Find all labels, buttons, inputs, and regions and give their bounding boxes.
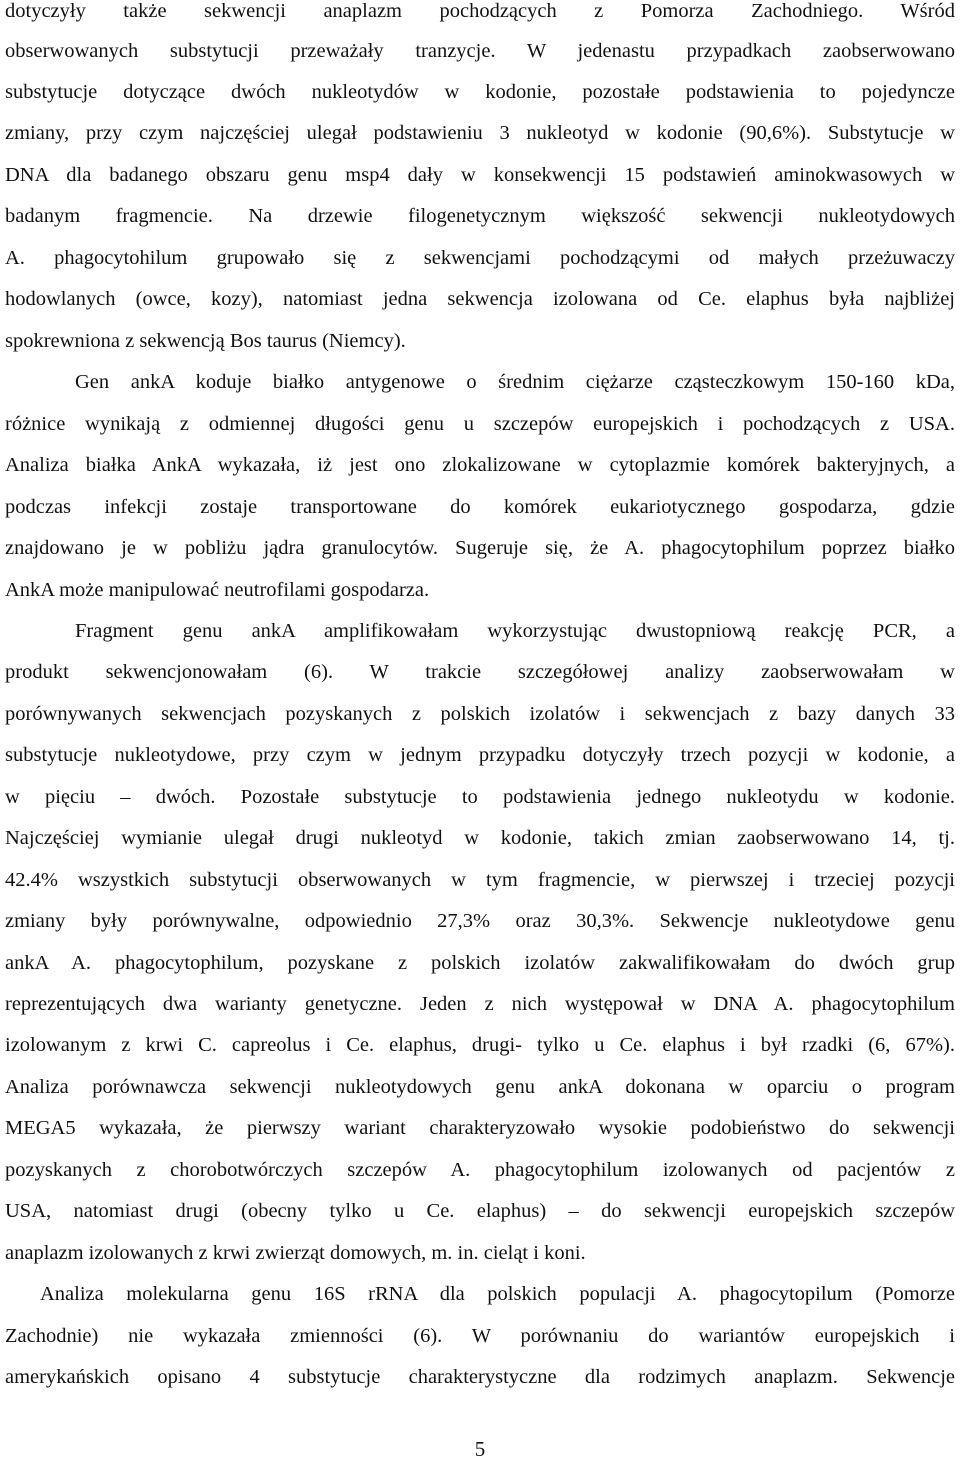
paragraph-first-line: Fragment genu ankA amplifikowałam wykorzystując dwustopniową reakcję PCR, a — [75, 620, 955, 642]
text-line: obserwowanych substytucji przeważały tranzycje. W jedenastu przypadkach zaobserwowano — [5, 40, 955, 62]
text-line: znajdowano je w pobliżu jądra granulocytów. Sugeruje się, że A. phagocytophilum poprzez białko — [5, 537, 955, 559]
text-line: badanym fragmencie. Na drzewie filogenetycznym większość sekwencji nukleotydowych — [5, 205, 955, 227]
text-line: USA, natomiast drugi (obecny tylko u Ce. elaphus) – do sekwencji europejskich szczepów — [5, 1200, 955, 1222]
text-line: AnkA może manipulować neutrofilami gospodarza. — [5, 579, 430, 601]
text-line: ankA A. phagocytophilum, pozyskane z polskich izolatów zakwalifikowałam do dwóch grup — [5, 952, 955, 974]
page-number: 5 — [474, 1437, 486, 1461]
text-line: dotyczyły także sekwencji anaplazm pochodzących z Pomorza Zachodniego. Wśród — [5, 0, 955, 22]
text-line: A. phagocytohilum grupowało się z sekwencjami pochodzącymi od małych przeżuwaczy — [5, 247, 955, 269]
text-line: Analiza białka AnkA wykazała, iż jest ono zlokalizowane w cytoplazmie komórek bakteryjnych, a — [5, 454, 955, 476]
text-line: spokrewniona z sekwencją Bos taurus (Niemcy). — [5, 330, 406, 352]
text-line: w pięciu – dwóch. Pozostałe substytucje to podstawienia jednego nukleotydu w kodonie. — [5, 786, 955, 808]
text-line: reprezentujących dwa warianty genetyczne. Jeden z nich występował w DNA A. phagocytophilum — [5, 993, 955, 1015]
text-line: substytucje nukleotydowe, przy czym w jednym przypadku dotyczyły trzech pozycji w kodonie, a — [5, 744, 955, 766]
text-line: podczas infekcji zostaje transportowane do komórek eukariotycznego gospodarza, gdzie — [5, 496, 955, 518]
text-line: MEGA5 wykazała, że pierwszy wariant charakteryzowało wysokie podobieństwo do sekwencji — [5, 1117, 955, 1139]
text-line: DNA dla badanego obszaru genu msp4 dały w konsekwencji 15 podstawień aminokwasowych w — [5, 164, 955, 186]
text-line: 42.4% wszystkich substytucji obserwowanych w tym fragmencie, w pierwszej i trzeciej pozycji — [5, 869, 955, 891]
text-line: Najczęściej wymianie ulegał drugi nukleotyd w kodonie, takich zmian zaobserwowano 14, tj. — [5, 827, 955, 849]
text-line: hodowlanych (owce, kozy), natomiast jedna sekwencja izolowana od Ce. elaphus była najbliżej — [5, 288, 955, 310]
paragraph-first-line: Gen ankA koduje białko antygenowe o średnim ciężarze cząsteczkowym 150-160 kDa, — [75, 371, 955, 393]
paragraph-first-line: Analiza molekularna genu 16S rRNA dla polskich populacji A. phagocytopilum (Pomorze — [40, 1283, 955, 1305]
text-line: anaplazm izolowanych z krwi zwierząt domowych, m. in. cieląt i koni. — [5, 1242, 586, 1264]
text-line: zmiany, przy czym najczęściej ulegał podstawieniu 3 nukleotyd w kodonie (90,6%). Substytucje w — [5, 122, 955, 144]
text-line: różnice wynikają z odmiennej długości genu u szczepów europejskich i pochodzących z USA. — [5, 413, 955, 435]
text-line: zmiany były porównywalne, odpowiednio 27,3% oraz 30,3%. Sekwencje nukleotydowe genu — [5, 910, 955, 932]
text-line: Zachodnie) nie wykazała zmienności (6). W porównaniu do wariantów europejskich i — [5, 1325, 955, 1347]
text-line: amerykańskich opisano 4 substytucje charakterystyczne dla rodzimych anaplazm. Sekwencje — [5, 1366, 955, 1388]
text-line: substytucje dotyczące dwóch nukleotydów w kodonie, pozostałe podstawienia to pojedyncze — [5, 81, 955, 103]
text-line: Analiza porównawcza sekwencji nukleotydowych genu ankA dokonana w oparciu o program — [5, 1076, 955, 1098]
text-line: produkt sekwencjonowałam (6). W trakcie szczegółowej analizy zaobserwowałam w — [5, 661, 955, 683]
text-line: porównywanych sekwencjach pozyskanych z polskich izolatów i sekwencjach z bazy danych 33 — [5, 703, 955, 725]
text-line: pozyskanych z chorobotwórczych szczepów A. phagocytophilum izolowanych od pacjentów z — [5, 1159, 955, 1181]
text-line: izolowanym z krwi C. capreolus i Ce. elaphus, drugi- tylko u Ce. elaphus i był rzadki (6, 67%). — [5, 1034, 955, 1056]
